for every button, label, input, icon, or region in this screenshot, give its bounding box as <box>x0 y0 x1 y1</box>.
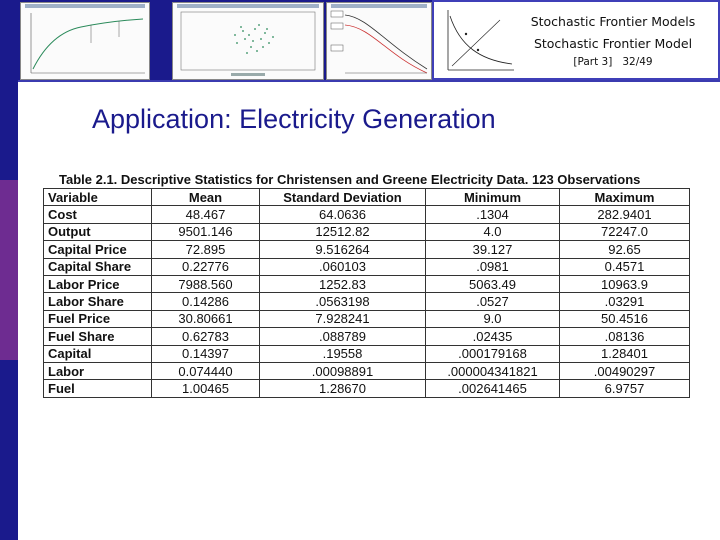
part-label: [Part 3] <box>573 56 613 68</box>
course-title-box <box>432 0 720 80</box>
table-row <box>44 223 690 240</box>
std-dev-cell: .088789 <box>260 328 426 345</box>
mean-cell: 9501.146 <box>152 223 260 240</box>
std-dev-cell: 9.516264 <box>260 241 426 258</box>
std-dev-cell: .060103 <box>260 258 426 275</box>
std-dev-cell: .00098891 <box>260 362 426 379</box>
variable-cell: Capital Share <box>44 258 152 275</box>
table-caption: Table 2.1. Descriptive Statistics for Christensen and Greene Electricity Data. 123 Observations <box>59 172 641 187</box>
table-row <box>44 275 690 292</box>
table-row <box>44 345 690 362</box>
variable-cell: Labor Price <box>44 275 152 292</box>
variable-cell: Capital Price <box>44 241 152 258</box>
minimum-cell: .02435 <box>426 328 560 345</box>
std-dev-cell: 7.928241 <box>260 310 426 327</box>
maximum-cell: .00490297 <box>560 362 690 379</box>
header-thumbnail-scatter-plot <box>172 2 324 80</box>
course-title-line1: Stochastic Frontier Models <box>530 14 696 29</box>
thumbnail-titlebar <box>331 4 427 8</box>
maximum-cell: 10963.9 <box>560 275 690 292</box>
header-divider <box>18 80 720 82</box>
minimum-cell: 4.0 <box>426 223 560 240</box>
thumbnail-titlebar <box>25 4 145 8</box>
column-header: Minimum <box>426 189 560 206</box>
left-side-strip <box>0 0 18 540</box>
variable-cell: Fuel <box>44 380 152 397</box>
maximum-cell: .03291 <box>560 293 690 310</box>
std-dev-cell: 12512.82 <box>260 223 426 240</box>
scatter-plot-graphic <box>173 3 323 79</box>
curve-plot-graphic <box>21 3 149 79</box>
maximum-cell: 50.4516 <box>560 310 690 327</box>
table-header-row <box>44 189 690 206</box>
table-row <box>44 293 690 310</box>
table-row <box>44 241 690 258</box>
mean-cell: 7988.560 <box>152 275 260 292</box>
maximum-cell: 92.65 <box>560 241 690 258</box>
mean-cell: 30.80661 <box>152 310 260 327</box>
course-title-line2: Stochastic Frontier Model <box>533 36 693 51</box>
mean-cell: 0.22776 <box>152 258 260 275</box>
minimum-cell: 39.127 <box>426 241 560 258</box>
column-header: Mean <box>152 189 260 206</box>
slide-heading: Application: Electricity Generation <box>92 104 496 134</box>
table-row <box>44 362 690 379</box>
thumbnail-titlebar <box>177 4 319 8</box>
statistics-table <box>43 188 690 398</box>
minimum-cell: .002641465 <box>426 380 560 397</box>
variable-cell: Fuel Share <box>44 328 152 345</box>
descriptive-statistics-table <box>43 172 689 398</box>
std-dev-cell: 1252.83 <box>260 275 426 292</box>
slide-counter <box>512 56 714 68</box>
maximum-cell: 0.4571 <box>560 258 690 275</box>
table-row <box>44 310 690 327</box>
table-row <box>44 328 690 345</box>
mean-cell: 0.14397 <box>152 345 260 362</box>
frontier-diagram-icon <box>440 6 516 76</box>
mean-cell: 48.467 <box>152 206 260 223</box>
std-dev-cell: 1.28670 <box>260 380 426 397</box>
minimum-cell: .000004341821 <box>426 362 560 379</box>
variable-cell: Fuel Price <box>44 310 152 327</box>
std-dev-cell: 64.0636 <box>260 206 426 223</box>
mean-cell: 0.14286 <box>152 293 260 310</box>
mean-cell: 1.00465 <box>152 380 260 397</box>
minimum-cell: .1304 <box>426 206 560 223</box>
column-header: Standard Deviation <box>260 189 426 206</box>
maximum-cell: 1.28401 <box>560 345 690 362</box>
variable-cell: Labor Share <box>44 293 152 310</box>
header-thumbnail-curve-plot <box>20 2 150 80</box>
table-row <box>44 206 690 223</box>
density-plot-graphic <box>327 3 431 79</box>
minimum-cell: .0981 <box>426 258 560 275</box>
column-header: Variable <box>44 189 152 206</box>
variable-cell: Output <box>44 223 152 240</box>
variable-cell: Cost <box>44 206 152 223</box>
table-row <box>44 380 690 397</box>
variable-cell: Capital <box>44 345 152 362</box>
table-row <box>44 258 690 275</box>
page-label: 32/49 <box>622 56 653 68</box>
maximum-cell: 6.9757 <box>560 380 690 397</box>
maximum-cell: .08136 <box>560 328 690 345</box>
std-dev-cell: .19558 <box>260 345 426 362</box>
minimum-cell: 9.0 <box>426 310 560 327</box>
minimum-cell: .000179168 <box>426 345 560 362</box>
maximum-cell: 282.9401 <box>560 206 690 223</box>
minimum-cell: 5063.49 <box>426 275 560 292</box>
variable-cell: Labor <box>44 362 152 379</box>
header-thumbnail-density-plot <box>326 2 432 80</box>
maximum-cell: 72247.0 <box>560 223 690 240</box>
minimum-cell: .0527 <box>426 293 560 310</box>
mean-cell: 0.074440 <box>152 362 260 379</box>
mean-cell: 0.62783 <box>152 328 260 345</box>
column-header: Maximum <box>560 189 690 206</box>
side-strip-accent <box>0 180 18 360</box>
std-dev-cell: .0563198 <box>260 293 426 310</box>
mean-cell: 72.895 <box>152 241 260 258</box>
